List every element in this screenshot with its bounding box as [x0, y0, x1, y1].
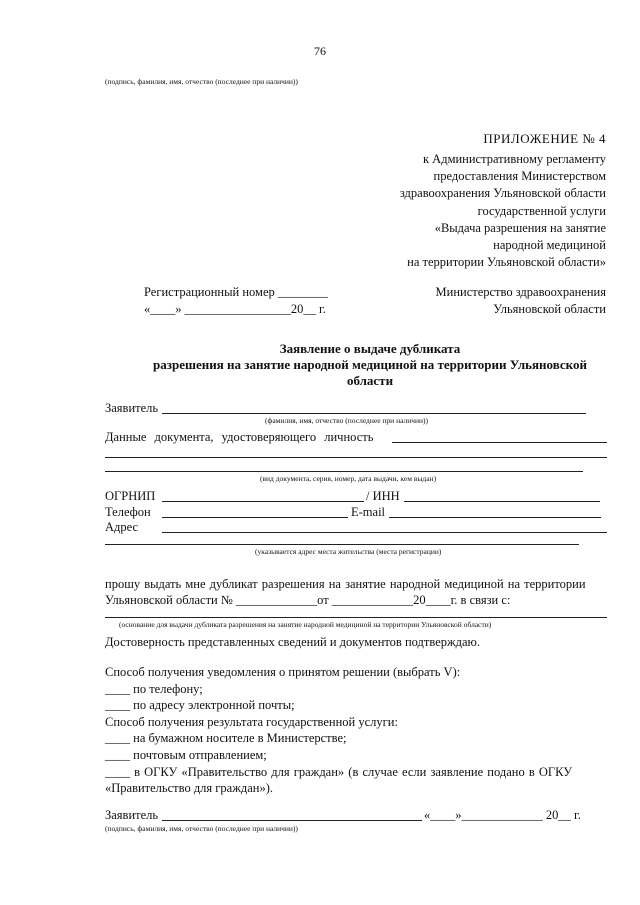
id-document-label: Данные документа, удостоверяющего личность: [105, 430, 374, 444]
phone-label: Телефон: [105, 505, 151, 519]
appendix-line: государственной услуги: [477, 203, 606, 218]
request-line-1: прошу выдать мне дубликат разрешения на занятие народной медициной на территории: [105, 577, 586, 591]
ogrnip-label: ОГРНИП: [105, 489, 156, 503]
option-ogku[interactable]: ____ в ОГКУ «Правительство для граждан» (в случае если заявление подано в ОГКУ: [105, 764, 573, 779]
appendix-line: предоставления Министерством: [433, 169, 606, 184]
id-document-caption: (вид документа, серия, номер, дата выдачи, кем выдан): [260, 474, 437, 483]
heading-line-2: разрешения на занятие народной медициной на территории Ульяновской: [153, 357, 587, 372]
reason-line[interactable]: [105, 617, 607, 618]
ministry-line-2: Ульяновской области: [493, 302, 606, 316]
heading-line-3: области: [346, 373, 394, 388]
inn-line[interactable]: [404, 501, 600, 502]
id-document-line-3[interactable]: [105, 471, 583, 472]
ministry-line-1: Министерство здравоохранения: [435, 285, 606, 299]
option-email[interactable]: ____ по адресу электронной почты;: [105, 698, 295, 713]
notification-method-heading: Способ получения уведомления о принятом решении (выбрать V):: [105, 665, 461, 679]
address-label: Адрес: [105, 520, 139, 534]
appendix-line: народной медициной: [493, 238, 606, 253]
signature-line[interactable]: [162, 820, 422, 821]
signature-date: «____»_____________ 20__ г.: [424, 808, 581, 822]
reason-caption: (основание для выдачи дубликата разрешения на занятие народной медициной на территории Ульяновской области): [119, 620, 492, 629]
phone-line[interactable]: [162, 517, 348, 518]
registration-date: «____» _________________20__ г.: [144, 302, 326, 316]
appendix-line: здравоохранения Ульяновской области: [399, 186, 606, 201]
result-method-heading: Способ получения результата государственной услуги:: [105, 714, 398, 729]
id-document-line-2[interactable]: [105, 457, 607, 458]
confirmation-text: Достоверность представленных сведений и документов подтверждаю.: [105, 635, 480, 649]
ogrnip-line[interactable]: [162, 501, 364, 502]
page-number: 76: [314, 44, 326, 58]
request-line-2: Ульяновской области № _____________от _____________20____г. в связи с:: [105, 593, 511, 607]
applicant-line[interactable]: [162, 413, 586, 414]
appendix-title: ПРИЛОЖЕНИЕ № 4: [483, 131, 606, 146]
id-document-line[interactable]: [392, 442, 607, 443]
applicant-label: Заявитель: [105, 401, 159, 415]
top-caption: (подпись, фамилия, имя, отчество (последнее при наличии)): [105, 77, 298, 86]
option-post[interactable]: ____ почтовым отправлением;: [105, 747, 267, 762]
appendix-line: к Административному регламенту: [422, 152, 606, 166]
address-line[interactable]: [162, 532, 607, 533]
heading-line-1: Заявление о выдаче дубликата: [279, 341, 461, 356]
option-phone[interactable]: ____ по телефону;: [105, 681, 203, 696]
appendix-line: на территории Ульяновской области»: [407, 255, 606, 270]
signature-caption: (подпись, фамилия, имя, отчество (последнее при наличии)): [105, 824, 298, 833]
options-block: [105, 664, 572, 797]
applicant-caption: (фамилия, имя, отчество (последнее при наличии)): [265, 416, 429, 425]
appendix-line: «Выдача разрешения на занятие: [434, 220, 606, 235]
address-caption: (указывается адрес места жительства (места регистрации): [255, 547, 442, 556]
address-line-2[interactable]: [105, 544, 579, 545]
option-paper[interactable]: ____ на бумажном носителе в Министерстве;: [105, 731, 347, 746]
registration-number: Регистрационный номер ________: [144, 285, 328, 299]
option-ogku-continued: «Правительство для граждан»).: [105, 781, 273, 796]
email-label: E-mail: [351, 505, 386, 519]
inn-label: / ИНН: [366, 489, 400, 503]
appendix-text: [400, 151, 606, 271]
email-line[interactable]: [389, 517, 601, 518]
signature-label: Заявитель: [105, 808, 159, 822]
